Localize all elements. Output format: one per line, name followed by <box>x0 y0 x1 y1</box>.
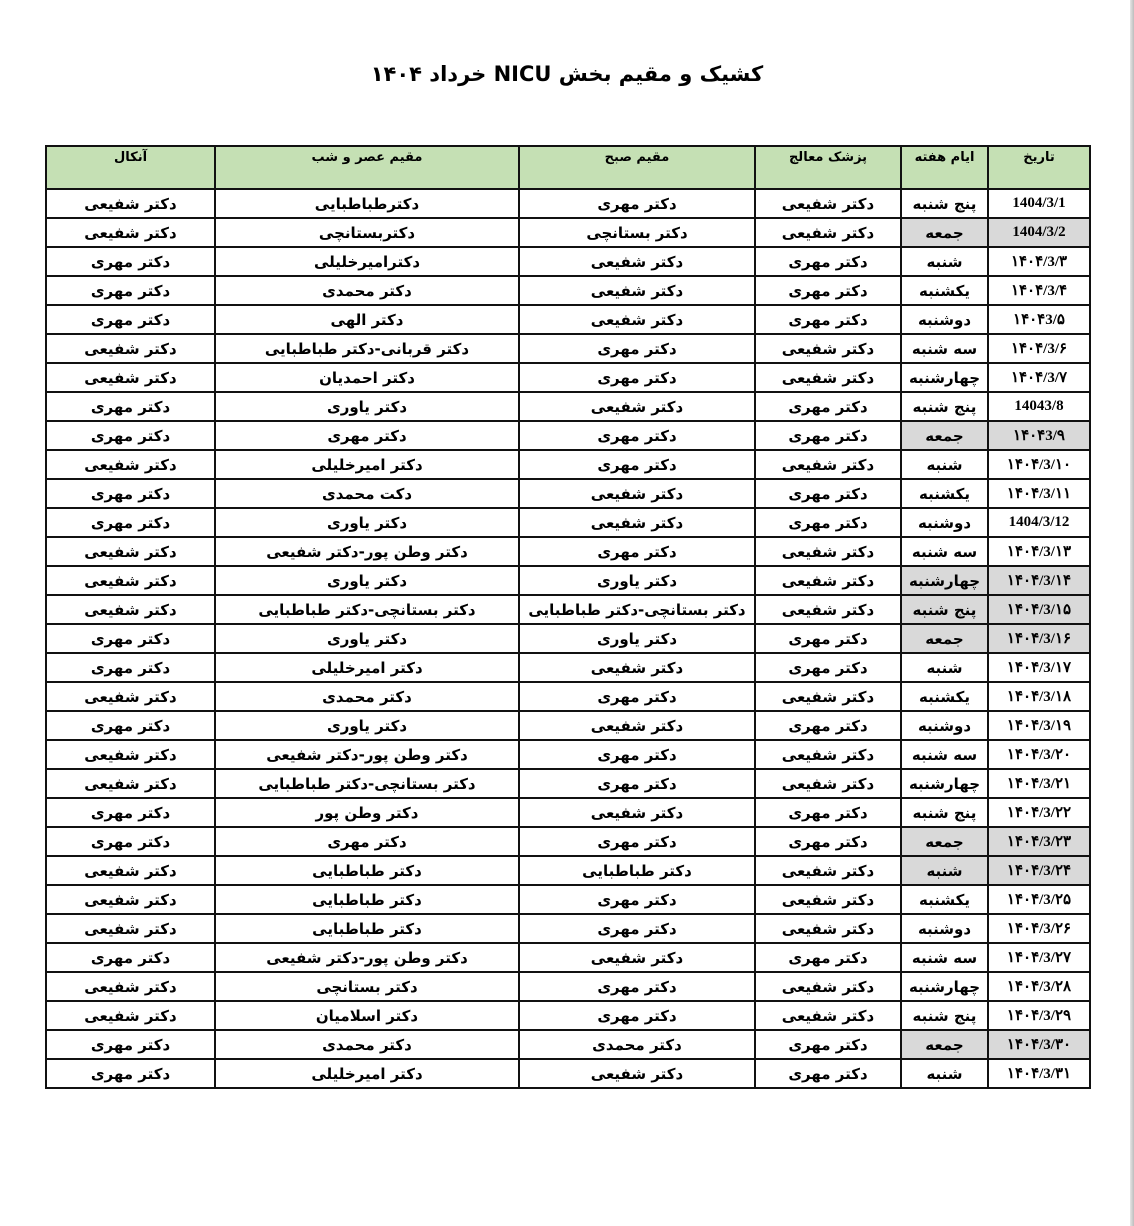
oncall-cell: دکتر شفیعی <box>46 769 215 798</box>
weekday-cell: جمعه <box>901 827 988 856</box>
evening-night-resident-cell: دکتر یاوری <box>215 566 519 595</box>
table-row <box>46 827 1090 856</box>
date-cell: ۱۴۰۴/3/۱۸ <box>988 682 1090 711</box>
evening-night-resident-cell: دکتر بستانچی <box>215 972 519 1001</box>
doctor-cell: دکتر شفیعی <box>755 566 901 595</box>
doctor-cell: دکتر مهری <box>755 421 901 450</box>
date-cell: ۱۴۰۴/3/۱۵ <box>988 595 1090 624</box>
evening-night-resident-cell: دکت محمدی <box>215 479 519 508</box>
morning-resident-cell: دکتر شفیعی <box>519 798 755 827</box>
morning-resident-cell: دکتر شفیعی <box>519 943 755 972</box>
oncall-cell: دکتر شفیعی <box>46 566 215 595</box>
page-title: کشیک و مقیم بخش NICU خرداد ۱۴۰۴ <box>370 62 764 86</box>
weekday-cell: پنج شنبه <box>901 1001 988 1030</box>
morning-resident-cell: دکتر مهری <box>519 537 755 566</box>
weekday-cell: پنج شنبه <box>901 595 988 624</box>
oncall-cell: دکتر مهری <box>46 624 215 653</box>
morning-resident-cell: دکتر شفیعی <box>519 653 755 682</box>
oncall-cell: دکتر مهری <box>46 653 215 682</box>
evening-night-resident-cell: دکتر محمدی <box>215 276 519 305</box>
weekday-cell: یکشنبه <box>901 479 988 508</box>
table-row <box>46 1001 1090 1030</box>
table-row <box>46 914 1090 943</box>
doctor-cell: دکتر شفیعی <box>755 363 901 392</box>
doctor-cell: دکتر شفیعی <box>755 972 901 1001</box>
morning-resident-cell: دکتر مهری <box>519 972 755 1001</box>
doctor-cell: دکتر مهری <box>755 1030 901 1059</box>
evening-night-resident-cell: دکترطباطبایی <box>215 189 519 218</box>
oncall-cell: دکتر شفیعی <box>46 914 215 943</box>
oncall-cell: دکتر شفیعی <box>46 218 215 247</box>
table-row <box>46 595 1090 624</box>
date-cell: ۱۴۰۴/3/۲۸ <box>988 972 1090 1001</box>
table-row <box>46 885 1090 914</box>
evening-night-resident-cell: دکتر وطن پور-دکتر شفیعی <box>215 537 519 566</box>
weekday-cell: سه شنبه <box>901 537 988 566</box>
oncall-cell: دکتر شفیعی <box>46 537 215 566</box>
oncall-cell: دکتر مهری <box>46 421 215 450</box>
oncall-cell: دکتر مهری <box>46 247 215 276</box>
morning-resident-cell: دکتر مهری <box>519 189 755 218</box>
weekday-cell: شنبه <box>901 856 988 885</box>
date-cell: ۱۴۰۴/3/۳۱ <box>988 1059 1090 1088</box>
evening-night-resident-cell: دکتر طباطبایی <box>215 856 519 885</box>
weekday-cell: جمعه <box>901 624 988 653</box>
weekday-cell: یکشنبه <box>901 682 988 711</box>
morning-resident-cell: دکتر شفیعی <box>519 479 755 508</box>
date-cell: ۱۴۰۴/3/۱۷ <box>988 653 1090 682</box>
morning-resident-cell: دکتر بستانچی <box>519 218 755 247</box>
page-edge-shadow <box>1130 0 1134 1226</box>
oncall-cell: دکتر مهری <box>46 827 215 856</box>
weekday-cell: یکشنبه <box>901 885 988 914</box>
morning-resident-cell: دکتر طباطبایی <box>519 856 755 885</box>
evening-night-resident-cell: دکتر امیرخلیلی <box>215 653 519 682</box>
evening-night-resident-cell: دکتر وطن پور <box>215 798 519 827</box>
doctor-cell: دکتر مهری <box>755 1059 901 1088</box>
weekday-cell: پنج شنبه <box>901 189 988 218</box>
doctor-cell: دکتر مهری <box>755 247 901 276</box>
weekday-cell: سه شنبه <box>901 740 988 769</box>
evening-night-resident-cell: دکتر بستانچی-دکتر طباطبایی <box>215 595 519 624</box>
morning-resident-cell: دکتر شفیعی <box>519 392 755 421</box>
weekday-cell: دوشنبه <box>901 914 988 943</box>
weekday-cell: دوشنبه <box>901 508 988 537</box>
oncall-cell: دکتر مهری <box>46 798 215 827</box>
date-cell: ۱۴۰۴/3/۱۳ <box>988 537 1090 566</box>
oncall-cell: دکتر شفیعی <box>46 595 215 624</box>
doctor-cell: دکتر شفیعی <box>755 769 901 798</box>
morning-resident-cell: دکتر مهری <box>519 914 755 943</box>
table-row <box>46 740 1090 769</box>
weekday-cell: شنبه <box>901 450 988 479</box>
date-cell: ۱۴۰۴/3/۲۴ <box>988 856 1090 885</box>
weekday-cell: جمعه <box>901 1030 988 1059</box>
morning-resident-cell: دکتر شفیعی <box>519 305 755 334</box>
doctor-cell: دکتر مهری <box>755 653 901 682</box>
morning-resident-cell: دکتر مهری <box>519 1001 755 1030</box>
evening-night-resident-cell: دکتر طباطبایی <box>215 885 519 914</box>
doctor-cell: دکتر شفیعی <box>755 885 901 914</box>
evening-night-resident-cell: دکتر محمدی <box>215 682 519 711</box>
weekday-cell: شنبه <box>901 1059 988 1088</box>
table-row <box>46 537 1090 566</box>
table-row <box>46 247 1090 276</box>
evening-night-resident-cell: دکتر یاوری <box>215 711 519 740</box>
table-row <box>46 479 1090 508</box>
doctor-cell: دکتر مهری <box>755 508 901 537</box>
table-header <box>46 146 1090 189</box>
date-cell: ۱۴۰۴/3/۳۰ <box>988 1030 1090 1059</box>
oncall-cell: دکتر شفیعی <box>46 856 215 885</box>
evening-night-resident-cell: دکتر مهری <box>215 421 519 450</box>
evening-night-resident-cell: دکتر الهی <box>215 305 519 334</box>
oncall-cell: دکتر شفیعی <box>46 334 215 363</box>
weekday-cell: چهارشنبه <box>901 972 988 1001</box>
evening-night-resident-cell: دکتر مهری <box>215 827 519 856</box>
weekday-cell: جمعه <box>901 218 988 247</box>
evening-night-resident-cell: دکتر بستانچی-دکتر طباطبایی <box>215 769 519 798</box>
doctor-cell: دکتر مهری <box>755 305 901 334</box>
oncall-cell: دکتر مهری <box>46 508 215 537</box>
oncall-cell: دکتر شفیعی <box>46 363 215 392</box>
weekday-cell: چهارشنبه <box>901 363 988 392</box>
morning-resident-cell: دکتر مهری <box>519 769 755 798</box>
doctor-cell: دکتر شفیعی <box>755 218 901 247</box>
header-morning-resident: مقیم صبح <box>519 146 755 189</box>
header-oncall: آنکال <box>46 146 215 189</box>
table-row <box>46 682 1090 711</box>
date-cell: ۱۴۰۴/3/۱۶ <box>988 624 1090 653</box>
header-date: تاریخ <box>988 146 1090 189</box>
table-row <box>46 189 1090 218</box>
doctor-cell: دکتر شفیعی <box>755 856 901 885</box>
date-cell: ۱۴۰۴/3/۲۹ <box>988 1001 1090 1030</box>
evening-night-resident-cell: دکتر امیرخلیلی <box>215 450 519 479</box>
weekday-cell: یکشنبه <box>901 276 988 305</box>
table-row <box>46 218 1090 247</box>
table-row <box>46 334 1090 363</box>
oncall-cell: دکتر شفیعی <box>46 682 215 711</box>
weekday-cell: چهارشنبه <box>901 769 988 798</box>
doctor-cell: دکتر شفیعی <box>755 1001 901 1030</box>
oncall-cell: دکتر مهری <box>46 711 215 740</box>
date-cell: ۱۴۰۴/3/۱۱ <box>988 479 1090 508</box>
weekday-cell: سه شنبه <box>901 943 988 972</box>
morning-resident-cell: دکتر مهری <box>519 885 755 914</box>
table-row <box>46 450 1090 479</box>
date-cell: ۱۴۰۴/3/۴ <box>988 276 1090 305</box>
date-cell: ۱۴۰۴/3/۲۲ <box>988 798 1090 827</box>
morning-resident-cell: دکتر شفیعی <box>519 508 755 537</box>
evening-night-resident-cell: دکترامیرخلیلی <box>215 247 519 276</box>
date-cell: 1404/3/12 <box>988 508 1090 537</box>
table-row <box>46 363 1090 392</box>
table-row <box>46 392 1090 421</box>
table-row <box>46 769 1090 798</box>
evening-night-resident-cell: دکتر وطن پور-دکتر شفیعی <box>215 740 519 769</box>
evening-night-resident-cell: دکتر یاوری <box>215 624 519 653</box>
weekday-cell: جمعه <box>901 421 988 450</box>
doctor-cell: دکتر شفیعی <box>755 537 901 566</box>
oncall-cell: دکتر مهری <box>46 479 215 508</box>
morning-resident-cell: دکتر مهری <box>519 682 755 711</box>
doctor-cell: دکتر شفیعی <box>755 595 901 624</box>
header-doctor: پزشک معالج <box>755 146 901 189</box>
date-cell: ۱۴۰۴/3/۲۰ <box>988 740 1090 769</box>
oncall-cell: دکتر مهری <box>46 276 215 305</box>
doctor-cell: دکتر شفیعی <box>755 740 901 769</box>
oncall-cell: دکتر شفیعی <box>46 189 215 218</box>
weekday-cell: دوشنبه <box>901 305 988 334</box>
evening-night-resident-cell: دکتر امیرخلیلی <box>215 1059 519 1088</box>
evening-night-resident-cell: دکتر اسلامیان <box>215 1001 519 1030</box>
oncall-cell: دکتر مهری <box>46 305 215 334</box>
date-cell: ۱۴۰۴/3/۲۱ <box>988 769 1090 798</box>
oncall-cell: دکتر شفیعی <box>46 1001 215 1030</box>
date-cell: ۱۴۰۴/3/۲۷ <box>988 943 1090 972</box>
evening-night-resident-cell: دکتر محمدی <box>215 1030 519 1059</box>
morning-resident-cell: دکتر شفیعی <box>519 1059 755 1088</box>
date-cell: ۱۴۰۴/3/۲۳ <box>988 827 1090 856</box>
weekday-cell: شنبه <box>901 247 988 276</box>
table-row <box>46 1059 1090 1088</box>
date-cell: ۱۴۰۴/3/۳ <box>988 247 1090 276</box>
oncall-cell: دکتر مهری <box>46 1030 215 1059</box>
table-row <box>46 276 1090 305</box>
table-row <box>46 711 1090 740</box>
date-cell: ۱۴۰۴/3/۲۶ <box>988 914 1090 943</box>
table-row <box>46 1030 1090 1059</box>
header-weekday: ایام هفته <box>901 146 988 189</box>
date-cell: 14043/8 <box>988 392 1090 421</box>
doctor-cell: دکتر شفیعی <box>755 189 901 218</box>
doctor-cell: دکتر مهری <box>755 392 901 421</box>
morning-resident-cell: دکتر شفیعی <box>519 711 755 740</box>
table-row <box>46 508 1090 537</box>
morning-resident-cell: دکتر مهری <box>519 421 755 450</box>
doctor-cell: دکتر شفیعی <box>755 450 901 479</box>
evening-night-resident-cell: دکتر احمدیان <box>215 363 519 392</box>
morning-resident-cell: دکتر مهری <box>519 450 755 479</box>
table-row <box>46 421 1090 450</box>
weekday-cell: پنج شنبه <box>901 798 988 827</box>
doctor-cell: دکتر شفیعی <box>755 914 901 943</box>
doctor-cell: دکتر مهری <box>755 943 901 972</box>
oncall-cell: دکتر شفیعی <box>46 740 215 769</box>
doctor-cell: دکتر مهری <box>755 276 901 305</box>
evening-night-resident-cell: دکتر یاوری <box>215 508 519 537</box>
morning-resident-cell: دکتر مهری <box>519 740 755 769</box>
date-cell: ۱۴۰۴/3/۱۹ <box>988 711 1090 740</box>
weekday-cell: دوشنبه <box>901 711 988 740</box>
morning-resident-cell: دکتر یاوری <box>519 624 755 653</box>
morning-resident-cell: دکتر بستانچی-دکتر طباطبایی <box>519 595 755 624</box>
date-cell: ۱۴۰۴3/۹ <box>988 421 1090 450</box>
morning-resident-cell: دکتر مهری <box>519 363 755 392</box>
date-cell: ۱۴۰۴/3/۶ <box>988 334 1090 363</box>
doctor-cell: دکتر شفیعی <box>755 682 901 711</box>
oncall-cell: دکتر مهری <box>46 392 215 421</box>
date-cell: 1404/3/1 <box>988 189 1090 218</box>
doctor-cell: دکتر مهری <box>755 479 901 508</box>
table-row <box>46 624 1090 653</box>
oncall-cell: دکتر شفیعی <box>46 450 215 479</box>
morning-resident-cell: دکتر شفیعی <box>519 276 755 305</box>
date-cell: ۱۴۰۴/3/۱۴ <box>988 566 1090 595</box>
table-row <box>46 856 1090 885</box>
doctor-cell: دکتر شفیعی <box>755 334 901 363</box>
weekday-cell: چهارشنبه <box>901 566 988 595</box>
table-row <box>46 653 1090 682</box>
date-cell: 1404/3/2 <box>988 218 1090 247</box>
evening-night-resident-cell: دکتر وطن پور-دکتر شفیعی <box>215 943 519 972</box>
evening-night-resident-cell: دکتر طباطبایی <box>215 914 519 943</box>
oncall-cell: دکتر شفیعی <box>46 972 215 1001</box>
doctor-cell: دکتر مهری <box>755 798 901 827</box>
weekday-cell: پنج شنبه <box>901 392 988 421</box>
weekday-cell: شنبه <box>901 653 988 682</box>
table-body <box>46 189 1090 1088</box>
morning-resident-cell: دکتر محمدی <box>519 1030 755 1059</box>
evening-night-resident-cell: دکتربستانچی <box>215 218 519 247</box>
morning-resident-cell: دکتر مهری <box>519 334 755 363</box>
table-row <box>46 305 1090 334</box>
table-row <box>46 972 1090 1001</box>
header-row <box>46 146 1090 189</box>
header-evening-night-resident: مقیم عصر و شب <box>215 146 519 189</box>
doctor-cell: دکتر مهری <box>755 827 901 856</box>
morning-resident-cell: دکتر شفیعی <box>519 247 755 276</box>
morning-resident-cell: دکتر یاوری <box>519 566 755 595</box>
evening-night-resident-cell: دکتر قربانی-دکتر طباطبایی <box>215 334 519 363</box>
doctor-cell: دکتر مهری <box>755 624 901 653</box>
doctor-cell: دکتر مهری <box>755 711 901 740</box>
date-cell: ۱۴۰۴3/۵ <box>988 305 1090 334</box>
date-cell: ۱۴۰۴/3/۱۰ <box>988 450 1090 479</box>
date-cell: ۱۴۰۴/3/۲۵ <box>988 885 1090 914</box>
oncall-cell: دکتر مهری <box>46 943 215 972</box>
table-row <box>46 943 1090 972</box>
date-cell: ۱۴۰۴/3/۷ <box>988 363 1090 392</box>
morning-resident-cell: دکتر مهری <box>519 827 755 856</box>
oncall-cell: دکتر مهری <box>46 1059 215 1088</box>
weekday-cell: سه شنبه <box>901 334 988 363</box>
oncall-cell: دکتر شفیعی <box>46 885 215 914</box>
schedule-table <box>45 145 1091 1089</box>
table-row <box>46 798 1090 827</box>
table-row <box>46 566 1090 595</box>
evening-night-resident-cell: دکتر یاوری <box>215 392 519 421</box>
